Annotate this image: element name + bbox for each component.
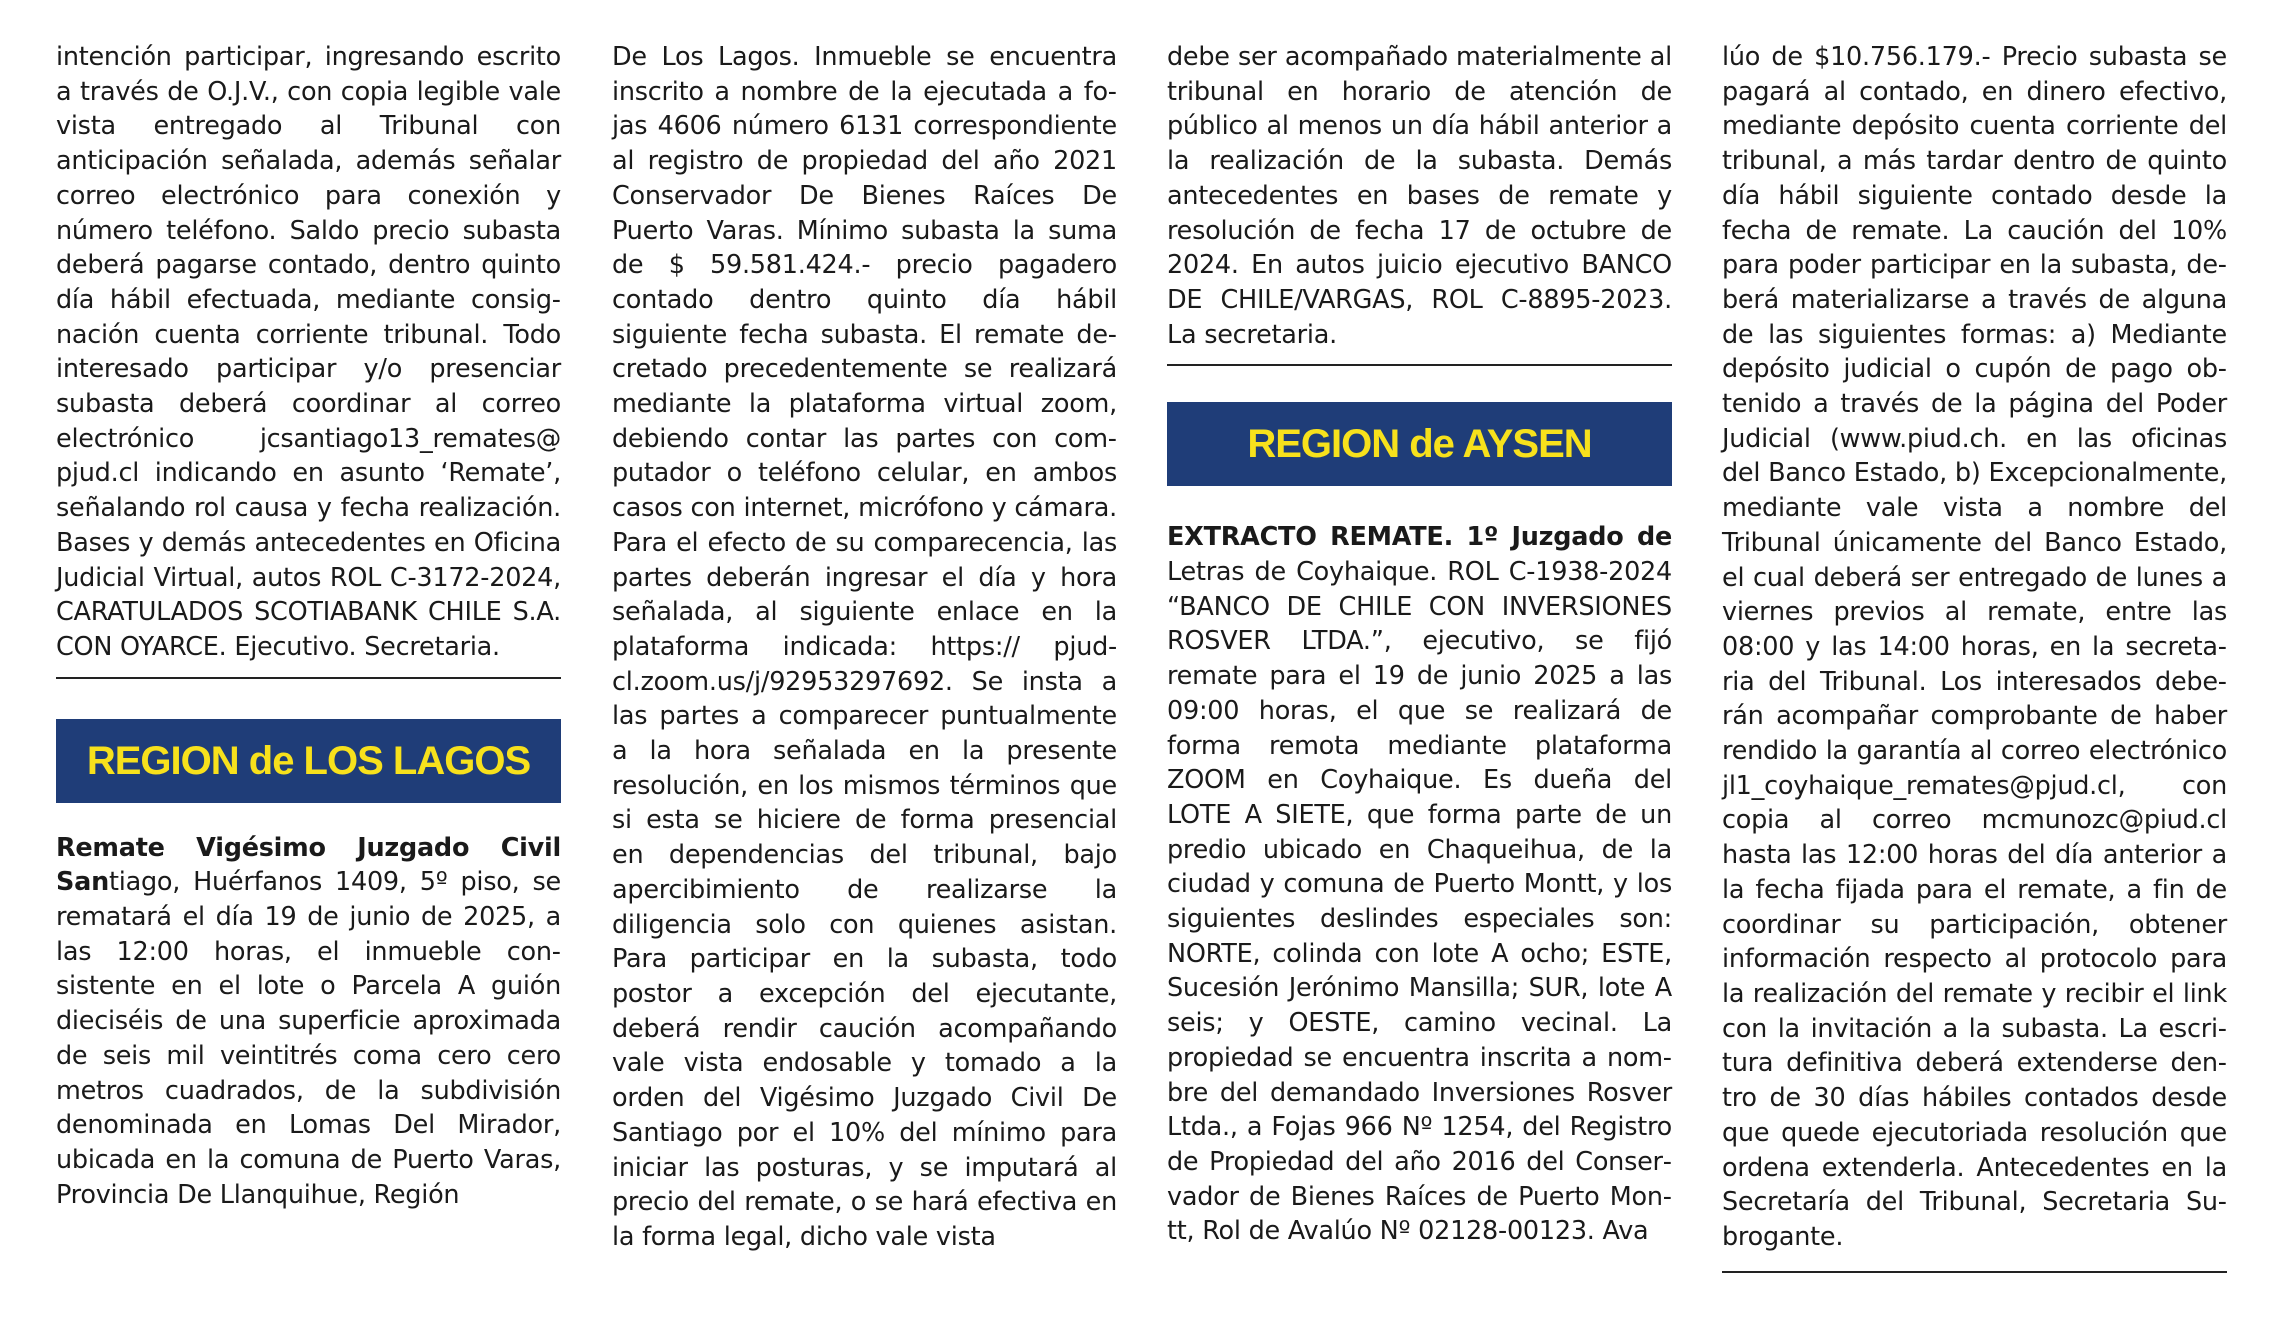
notice-heading: Remate Vigésimo Juzgado Civil San	[56, 832, 561, 898]
divider	[1722, 1271, 2227, 1273]
divider	[1167, 364, 1672, 366]
notice-body: tiago, Huérfanos 1409, 5º piso, se rematará el día 19 de junio de 2025, a las 12:00 horas, el inmueble consistente en el lote o Parcela A guión dieciséis de una superficie aproximada de seis mil veintitrés coma cero cero metros cuadrados, de la subdivisión denominada en Lomas Del Mirador, ubicada en la comuna de Puerto Varas, Provincia De Llanquihue, Región	[56, 867, 561, 1210]
notice-heading: EXTRACTO REMATE. 1º Juzgado de	[1167, 522, 1672, 553]
notice-body: Letras de Coyhaique. ROL C-1938-2024 “BANCO DE CHILE CON INVERSIONES ROSVER LTDA.”, ejecutivo, se fijó remate para el 19 de junio 2025 a las 09:00 horas, el que se realizará de forma remota mediante plataforma ZOOM en Coyhaique. Es dueña del LOTE A SIETE, que forma parte de un predio ubicado en Chaqueihua, de la ciudad y comuna de Puerto Montt, y los siguientes deslindes especiales son: NORTE, colinda con lote A ocho; ESTE, Sucesión Jerónimo Mansilla; SUR, lote A seis; y OESTE, camino vecinal. La propiedad se encuentra inscrita a nombre del demandado Inversiones Rosver Ltda., a Fojas 966 Nº 1254, del Registro de Propiedad del año 2016 del Conservador de Bienes Raíces de Puerto Montt, Rol de Avalúo Nº 02128-00123. Ava	[1167, 557, 1672, 1247]
section-banner-aysen: REGION de AYSEN	[1167, 402, 1672, 486]
column-2	[612, 40, 1117, 1255]
section-banner-los-lagos: REGION de LOS LAGOS	[56, 719, 561, 803]
column-4	[1722, 40, 2227, 1273]
notice-remate-continuation: De Los Lagos. Inmueble se encuentra inscrito a nombre de la ejecutada a fojas 4606 número 6131 correspondiente al registro de propiedad del año 2021 Conservador De Bienes Raíces De Puerto Varas. Mínimo subasta la suma de $ 59.581.424.- precio pagadero contado dentro quinto día hábil siguiente fecha subasta. El remate decretado precedentemente se realizará mediante la plataforma virtual zoom, debiendo contar las partes con computador o teléfono celular, en ambos casos con internet, micrófono y cámara. Para el efecto de su comparecencia, las partes deberán ingresar el día y hora señalada, al siguiente enlace en la plataforma indicada: https:// pjud-cl.zoom.us/j/92953297692. Se insta a las partes a comparecer puntualmente a la hora señalada en la presente resolución, en los mismos términos que si esta se hiciere de forma presencial en dependencias del tribunal, bajo apercibimiento de realizarse la diligencia solo con quienes asistan. Para participar en la subasta, todo postor a excepción del ejecutante, deberá rendir caución acompañando vale vista endosable y tomado a la orden del Vigésimo Juzgado Civil De Santiago por el 10% del mínimo para iniciar las posturas, y se imputará al precio del remate, o se hará efectiva en la forma legal, dicho vale vista	[612, 42, 1117, 1252]
notice-extracto-remate	[1167, 520, 1672, 1249]
notice-remate-santiago	[56, 831, 561, 1213]
notice-extracto-continuation: lúo de $10.756.179.- Precio subasta se pagará al contado, en dinero efectivo, mediante depósito cuenta corriente del tribunal, a más tardar dentro de quinto día hábil siguiente contado desde la fecha de remate. La caución del 10% para poder participar en la subasta, deberá materializarse a través de alguna de las siguientes formas: a) Mediante depósito judicial o cupón de pago obtenido a través de la página del Poder Judicial (www.piud.ch. en las oficinas del Banco Estado, b) Excepcionalmente, mediante vale vista a nombre del Tribunal únicamente del Banco Estado, el cual deberá ser entregado de lunes a viernes previos al remate, entre las 08:00 y las 14:00 horas, en la secretaria del Tribunal. Los interesados deberán acompañar comprobante de haber rendido la garantía al correo electrónico jl1_coyhaique_remates@pjud.cl, con copia al correo mcmunozc@piud.cl hasta las 12:00 horas del día anterior a la fecha fijada para el remate, a fin de coordinar su participación, obtener información respecto al protocolo para la realización del remate y recibir el link con la invitación a la subasta. La escritura definitiva deberá extenderse dentro de 30 días hábiles contados desde que quede ejecutoriada resolución que ordena extenderla. Antecedentes en la Secretaría del Tribunal, Secretaria Subrogante.	[1722, 42, 2227, 1252]
notice-scotiabank-text: intención participar, ingresando escrito a través de O.J.V., con copia legible vale vista entregado al Tribunal con anticipación señalada, además señalar correo electrónico para conexión y número teléfono. Saldo precio subasta deberá pagarse contado, dentro quinto día hábil efectuada, mediante consignación cuenta corriente tribunal. Todo interesado participar y/o presenciar subasta deberá coordinar al correo electrónico jcsantiago13_remates@ pjud.cl indicando en asunto ‘Remate’, señalando rol causa y fecha realización. Bases y demás antecedentes en Oficina Judicial Virtual, autos ROL C-3172-2024, CARATULADOS SCOTIABANK CHILE S.A. CON OYARCE. Ejecutivo. Secretaria.	[56, 42, 561, 662]
column-1	[56, 40, 561, 1212]
divider	[56, 677, 561, 679]
notice-vargas-text: debe ser acompañado materialmente al tribunal en horario de atención de público al menos un día hábil anterior a la realización de la subasta. Demás antecedentes en bases de remate y resolución de fecha 17 de octubre de 2024. En autos juicio ejecutivo BANCO DE CHILE/VARGAS, ROL C-8895-2023. La secretaria.	[1167, 42, 1672, 350]
column-3	[1167, 40, 1672, 1249]
